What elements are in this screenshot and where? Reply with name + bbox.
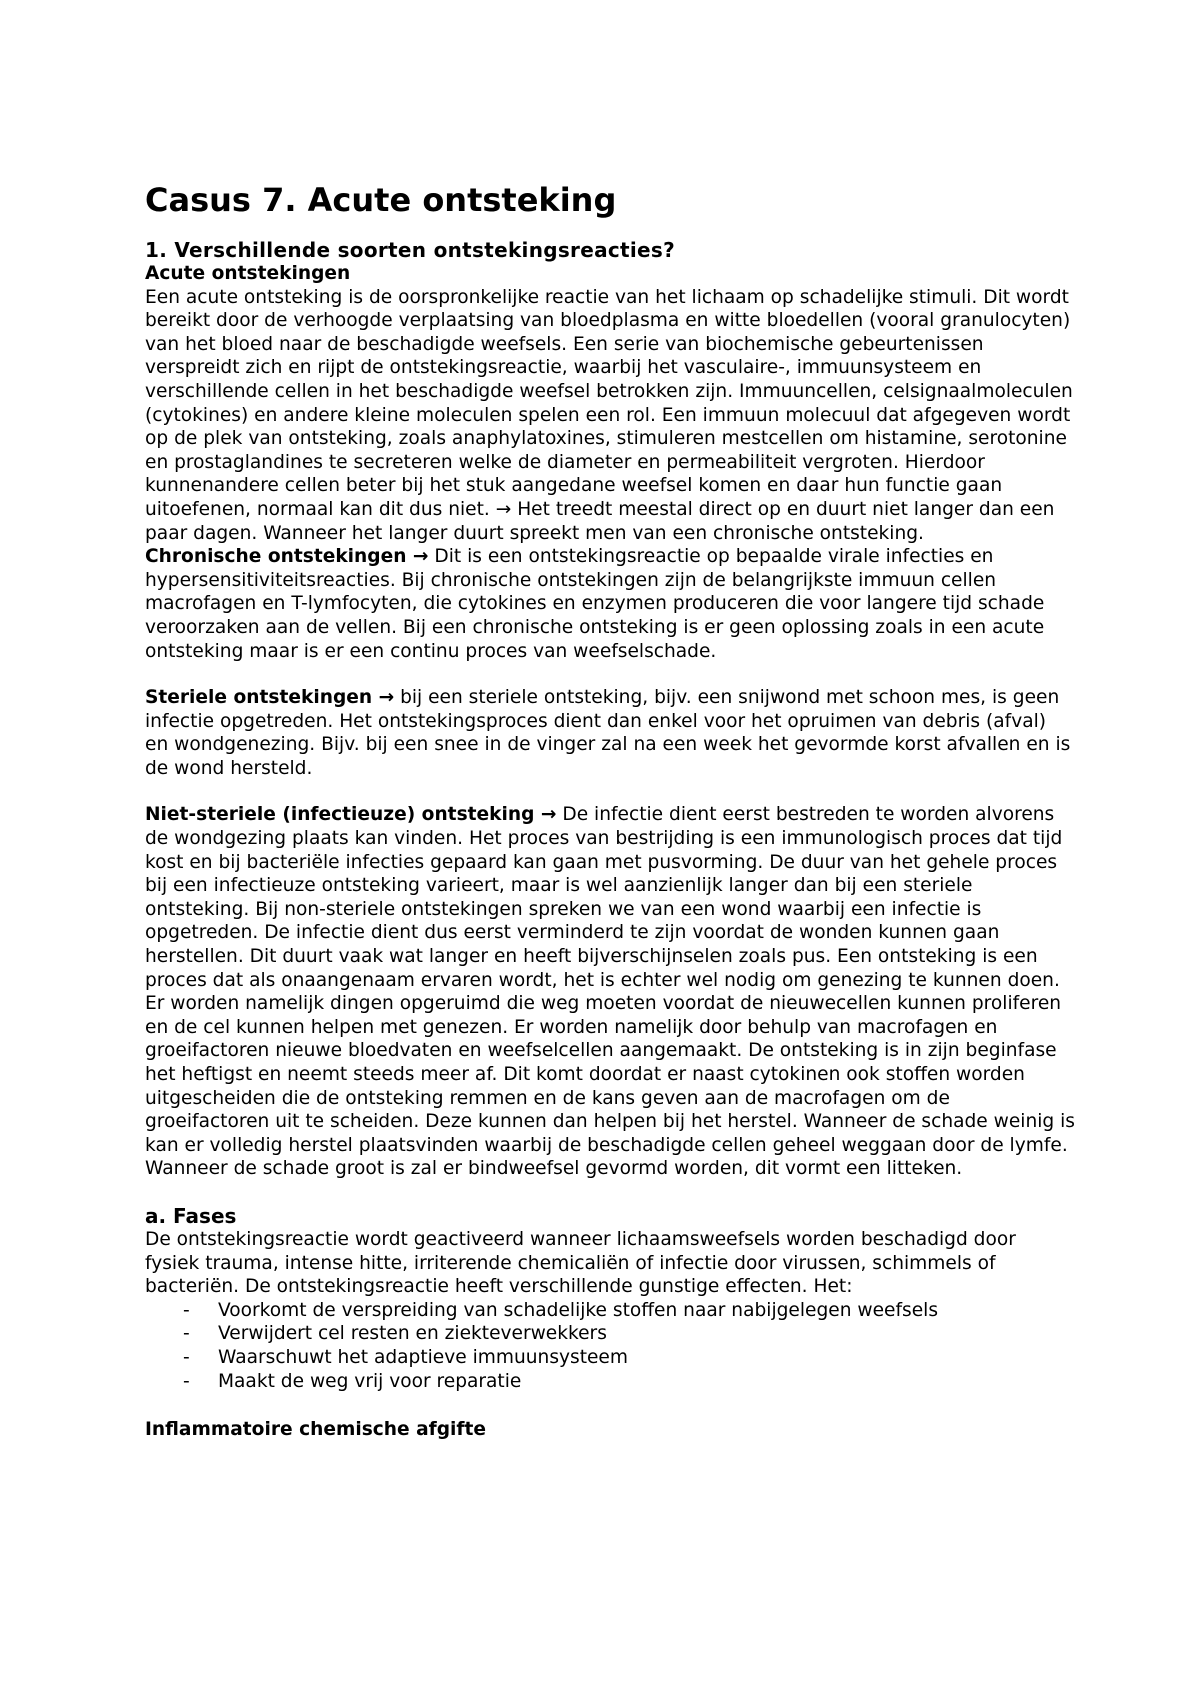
- section-heading: 1. Verschillende soorten ontstekingsreacties?: [145, 238, 676, 262]
- effects-list: [145, 1299, 1075, 1393]
- acute-heading: Acute ontstekingen: [145, 263, 351, 284]
- sterile-text: bij een steriele ontsteking, bijv. een snijwond met schoon mes, is geen infectie opgetreden. Het ontstekingsproces dient dan enkel voor het opruimen van debris (afval) en wondgenezing. Bijv. bij een snee in de vinger zal na een week het gevormde korst afvallen en is de wond hersteld.: [145, 687, 1071, 779]
- list-item: [183, 1346, 1075, 1370]
- list-item-text: Verwijdert cel resten en ziekteverwekkers: [218, 1323, 607, 1345]
- acute-paragraph: Een acute ontsteking is de oorspronkelijke reactie van het lichaam op schadelijke stimuli. Dit wordt bereikt door de verhoogde verplaatsing van bloedplasma en witte bloedellen (vooral granulocyten) van het bloed naar de beschadigde weefsels. Een serie van biochemische gebeurtenissen verspreidt zich en rijpt de ontstekingsreactie, waarbij het vasculaire-, immuunsysteem en verschillende cellen in het beschadigde weefsel betrokken zijn. Immuuncellen, celsignaalmoleculen (cytokines) en andere kleine moleculen spelen een rol. Een immuun molecuul dat afgegeven wordt op de plek van ontsteking, zoals anaphylatoxines, stimuleren mestcellen om histamine, serotonine en prostaglandines te secreteren welke de diameter en permeabiliteit vergroten. Hierdoor kunnenandere cellen beter bij het stuk aangedane weefsel komen en daar hun functie gaan uitoefenen, normaal kan dit dus niet. → Het treedt meestal direct op en duurt niet langer dan een paar dagen. Wanneer het langer duurt spreekt men van een chronische ontsteking.: [145, 286, 1073, 544]
- fases-heading: a. Fases: [145, 1203, 237, 1228]
- chronic-text: Dit is een ontstekingsreactie op bepaalde virale infecties en hypersensitiviteitsreacties. Bij chronische ontstekingen zijn de belangrijkste immuun cellen macrofagen en T-lymfocyten, die cytokines en enzymen produceren die voor langere tijd schade veroorzaken aan de vellen. Bij een chronische ontsteking is er geen oplossing zoals in een acute ontsteking maar is er een continu proces van weefselschade.: [145, 546, 1045, 662]
- list-item-text: Voorkomt de verspreiding van schadelijke stoffen naar nabijgelegen weefsels: [218, 1299, 939, 1321]
- nonsterile-paragraph: [145, 803, 1075, 1181]
- document-content: [145, 180, 1075, 1442]
- sterile-paragraph: [145, 686, 1075, 780]
- list-item: [183, 1370, 1075, 1394]
- dash-marker: -: [183, 1346, 190, 1368]
- list-item: [183, 1322, 1075, 1346]
- nonsterile-text: De infectie dient eerst bestreden te worden alvorens de wondgezing plaats kan vinden. Het proces van bestrijding is een immunologisch proces dat tijd kost en bij bacteriële infecties gepaard kan gaan met pusvorming. De duur van het gehele proces bij een infectieuze ontsteking varieert, maar is wel aanzienlijk langer dan bij een steriele ontsteking. Bij non-steriele ontstekingen spreken we van een wond waarbij een infectie is opgetreden. De infectie dient dus eerst verminderd te zijn voordat de wonden kunnen gaan herstellen. Dit duurt vaak wat langer en heeft bijverschijnselen zoals pus. Een ontsteking is een proces dat als onaangenaam ervaren wordt, het is echter wel nodig om genezing te kunnen doen. Er worden namelijk dingen opgeruimd die weg moeten voordat de nieuwecellen kunnen proliferen en de cel kunnen helpen met genezen. Er worden namelijk door behulp van macrofagen en groeifactoren nieuwe bloedvaten en weefselcellen aangemaakt. De ontsteking is in zijn beginfase het heftigst en neemt steeds meer af. Dit komt doordat er naast cytokinen ook stoffen worden uitgescheiden die de ontsteking remmen en de kans geven aan de macrofagen om de groeifactoren uit te scheiden. Deze kunnen dan helpen bij het herstel. Wanneer de schade weinig is kan er volledig herstel plaatsvinden waarbij de beschadigde cellen geheel weggaan door de lymfe. Wanneer de schade groot is zal er bindweefsel gevormd worden, dit vormt een litteken.: [145, 804, 1075, 1180]
- list-item-text: Waarschuwt het adaptieve immuunsysteem: [218, 1346, 628, 1368]
- fases-paragraph: De ontstekingsreactie wordt geactiveerd wanneer lichaamsweefsels worden beschadigd door fysiek trauma, intense hitte, irriterende chemicaliën of infectie door virussen, schimmels of bacteriën. De ontstekingsreactie heeft verschillende gunstige effecten. Het:: [145, 1228, 1016, 1298]
- sterile-heading: Steriele ontstekingen →: [145, 687, 395, 709]
- page-title: Casus 7. Acute ontsteking: [145, 181, 617, 219]
- list-item-text: Maakt de weg vrij voor reparatie: [218, 1370, 522, 1392]
- chronic-heading: Chronische ontstekingen →: [145, 546, 429, 568]
- list-item: [183, 1299, 1075, 1323]
- dash-marker: -: [183, 1370, 190, 1392]
- nonsterile-heading: Niet-steriele (infectieuze) ontsteking →: [145, 804, 557, 826]
- inflammatory-heading: Inflammatoire chemische afgifte: [145, 1419, 487, 1441]
- dash-marker: -: [183, 1299, 190, 1321]
- chronic-paragraph: [145, 545, 1075, 663]
- dash-marker: -: [183, 1323, 190, 1345]
